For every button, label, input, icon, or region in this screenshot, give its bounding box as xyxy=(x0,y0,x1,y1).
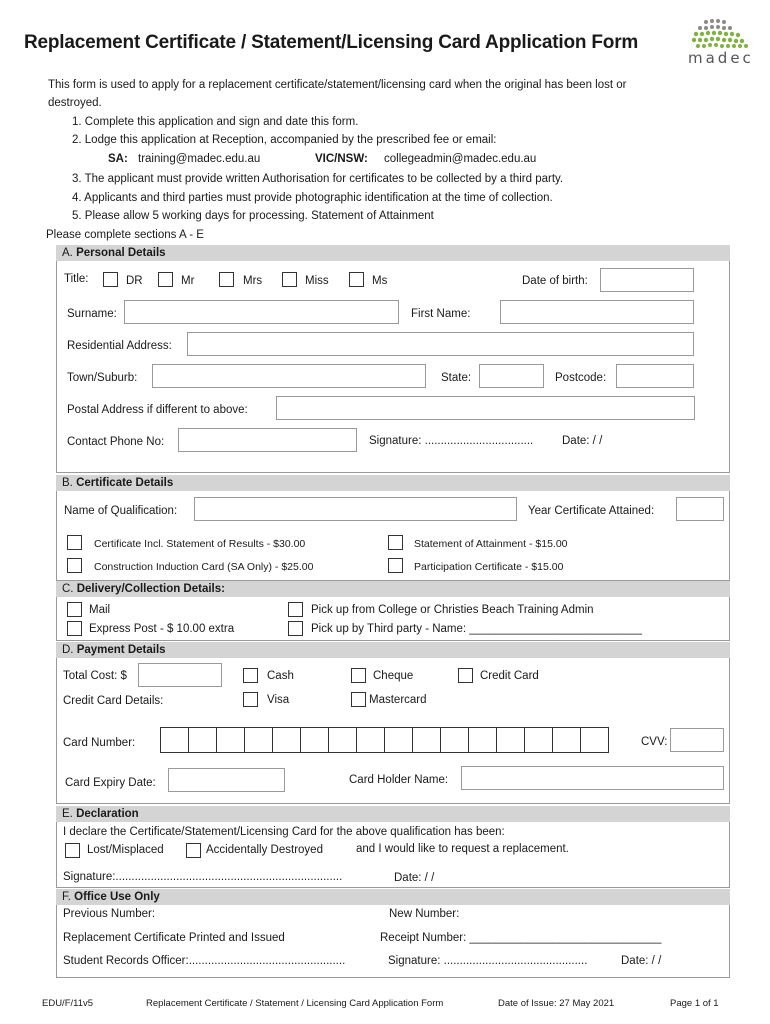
logo-dots-icon xyxy=(688,18,756,48)
expiry-input[interactable] xyxy=(168,768,285,792)
expiry-label: Card Expiry Date: xyxy=(65,777,156,789)
section-a-letter: A. xyxy=(62,247,73,259)
town-suburb-input[interactable] xyxy=(152,364,426,388)
title-dr-checkbox[interactable] xyxy=(103,272,118,287)
intro-step-5: 5. Please allow 5 working days for processing. Statement of Attainment xyxy=(72,210,434,222)
participation-certificate-checkbox[interactable] xyxy=(388,558,403,573)
card-digit-box[interactable] xyxy=(552,727,581,753)
card-digit-box[interactable] xyxy=(300,727,329,753)
page-title: Replacement Certificate / Statement/Licensing Card Application Form xyxy=(24,32,639,53)
qualification-label: Name of Qualification: xyxy=(64,505,178,517)
state-label: State: xyxy=(441,372,472,384)
section-f-heading: Office Use Only xyxy=(74,891,160,903)
footer-doc-code: EDU/F/11v5 xyxy=(42,998,94,1009)
vic-nsw-label: VIC/NSW: xyxy=(315,153,368,165)
postcode-label: Postcode: xyxy=(555,372,607,384)
card-digit-box[interactable] xyxy=(468,727,497,753)
cheque-checkbox[interactable] xyxy=(351,668,366,683)
declaration-signature[interactable]: Signature:....................................................................... xyxy=(63,871,343,883)
title-dr-label: DR xyxy=(126,275,143,287)
section-c-header xyxy=(56,581,730,597)
card-digit-box[interactable] xyxy=(272,727,301,753)
postal-address-input[interactable] xyxy=(276,396,695,420)
dob-input[interactable] xyxy=(600,268,694,292)
section-a-date[interactable]: Date: / / xyxy=(562,435,603,447)
logo-text: madec xyxy=(688,49,754,67)
section-d-letter: D. xyxy=(62,644,74,656)
cheque-label: Cheque xyxy=(373,670,414,682)
card-digit-box[interactable] xyxy=(160,727,189,753)
card-holder-label: Card Holder Name: xyxy=(349,774,449,786)
section-a-header xyxy=(56,245,730,261)
title-miss-label: Miss xyxy=(305,275,329,287)
third-party-checkbox[interactable] xyxy=(288,621,303,636)
destroyed-checkbox[interactable] xyxy=(186,843,201,858)
pickup-college-label: Pick up from College or Christies Beach Training Admin xyxy=(311,604,594,616)
town-suburb-label: Town/Suburb: xyxy=(67,372,138,384)
title-mrs-checkbox[interactable] xyxy=(219,272,234,287)
residential-address-input[interactable] xyxy=(187,332,694,356)
lost-checkbox[interactable] xyxy=(65,843,80,858)
madec-logo xyxy=(688,18,756,66)
induction-card-checkbox[interactable] xyxy=(67,558,82,573)
sa-label: SA: xyxy=(108,153,128,165)
residential-address-label: Residential Address: xyxy=(67,340,172,352)
intro-step-4: 4. Applicants and third parties must provide photographic identification at the time of collection. xyxy=(72,192,553,204)
contact-phone-label: Contact Phone No: xyxy=(67,436,165,448)
printed-issued-label: Replacement Certificate Printed and Issued xyxy=(63,932,285,944)
intro-line-2: destroyed. xyxy=(48,97,102,109)
state-input[interactable] xyxy=(479,364,544,388)
section-e-letter: E. xyxy=(62,808,73,820)
previous-number-label: Previous Number: xyxy=(63,908,156,920)
total-cost-label: Total Cost: $ xyxy=(63,670,127,682)
card-digit-box[interactable] xyxy=(216,727,245,753)
certificate-results-label: Certificate Incl. Statement of Results - $30.00 xyxy=(94,538,306,550)
card-number-label: Card Number: xyxy=(63,737,136,749)
mail-label: Mail xyxy=(89,604,111,616)
mail-checkbox[interactable] xyxy=(67,602,82,617)
section-b-header xyxy=(56,475,730,491)
cash-label: Cash xyxy=(267,670,294,682)
title-label: Title: xyxy=(64,273,89,285)
section-a-heading: Personal Details xyxy=(76,247,166,259)
card-number-grid[interactable] xyxy=(160,727,608,753)
card-digit-box[interactable] xyxy=(524,727,553,753)
card-digit-box[interactable] xyxy=(384,727,413,753)
sa-email[interactable]: training@madec.edu.au xyxy=(138,153,261,165)
visa-label: Visa xyxy=(267,694,290,706)
lost-label: Lost/Misplaced xyxy=(87,844,164,856)
title-mr-checkbox[interactable] xyxy=(158,272,173,287)
card-digit-box[interactable] xyxy=(580,727,609,753)
section-f-header xyxy=(56,889,730,905)
records-officer-label: Student Records Officer:................................................. xyxy=(63,955,346,967)
cc-details-label: Credit Card Details: xyxy=(63,695,164,707)
section-b-heading: Certificate Details xyxy=(76,477,174,489)
card-holder-input[interactable] xyxy=(461,766,724,790)
section-a-signature[interactable]: Signature: .................................. xyxy=(369,435,534,447)
certificate-results-checkbox[interactable] xyxy=(67,535,82,550)
first-name-label: First Name: xyxy=(411,308,471,320)
intro-line-1: This form is used to apply for a replacement certificate/statement/licensing card when the original has been lost or xyxy=(48,79,627,91)
statement-attainment-label: Statement of Attainment - $15.00 xyxy=(414,538,568,550)
visa-checkbox[interactable] xyxy=(243,692,258,707)
destroyed-label: Accidentally Destroyed xyxy=(206,844,323,856)
express-post-label: Express Post - $ 10.00 extra xyxy=(89,623,235,635)
postcode-input[interactable] xyxy=(616,364,694,388)
vic-nsw-email[interactable]: collegeadmin@madec.edu.au xyxy=(384,153,537,165)
intro-step-2: 2. Lodge this application at Reception, accompanied by the prescribed fee or email: xyxy=(72,134,497,146)
title-ms-label: Ms xyxy=(372,275,388,287)
express-post-checkbox[interactable] xyxy=(67,621,82,636)
title-mrs-label: Mrs xyxy=(243,275,263,287)
credit-card-label: Credit Card xyxy=(480,670,539,682)
title-mr-label: Mr xyxy=(181,275,195,287)
qualification-input[interactable] xyxy=(194,497,517,521)
surname-input[interactable] xyxy=(124,300,399,324)
receipt-number-label: Receipt Number: ______________________________ xyxy=(380,932,662,944)
section-b-letter: B. xyxy=(62,477,73,489)
credit-card-checkbox[interactable] xyxy=(458,668,473,683)
title-ms-checkbox[interactable] xyxy=(349,272,364,287)
footer-page-number: Page 1 of 1 xyxy=(670,998,719,1009)
declaration-date[interactable]: Date: / / xyxy=(394,872,435,884)
footer-issue-date: Date of Issue: 27 May 2021 xyxy=(498,998,615,1009)
title-miss-checkbox[interactable] xyxy=(282,272,297,287)
surname-label: Surname: xyxy=(67,308,117,320)
year-attained-input[interactable] xyxy=(676,497,724,521)
sections-note: Please complete sections A - E xyxy=(46,229,204,241)
office-date-label: Date: / / xyxy=(621,955,662,967)
year-attained-label: Year Certificate Attained: xyxy=(528,505,655,517)
section-d-header xyxy=(56,642,730,658)
postal-address-label: Postal Address if different to above: xyxy=(67,404,248,416)
card-digit-box[interactable] xyxy=(440,727,469,753)
card-digit-box[interactable] xyxy=(328,727,357,753)
contact-phone-input[interactable] xyxy=(178,428,357,452)
pickup-college-checkbox[interactable] xyxy=(288,602,303,617)
intro-step-1: 1. Complete this application and sign and date this form. xyxy=(72,116,359,128)
new-number-label: New Number: xyxy=(389,908,460,920)
section-c-heading: Delivery/Collection Details: xyxy=(76,583,225,595)
card-digit-box[interactable] xyxy=(356,727,385,753)
induction-card-label: Construction Induction Card (SA Only) - $25.00 xyxy=(94,561,314,573)
first-name-input[interactable] xyxy=(500,300,694,324)
intro-step-3: 3. The applicant must provide written Authorisation for certificates to be collected by a third party. xyxy=(72,173,564,185)
cvv-input[interactable] xyxy=(670,728,724,752)
card-digit-box[interactable] xyxy=(412,727,441,753)
section-c-letter: C. xyxy=(62,583,74,595)
card-digit-box[interactable] xyxy=(244,727,273,753)
card-digit-box[interactable] xyxy=(188,727,217,753)
section-d-heading: Payment Details xyxy=(76,644,166,656)
section-f-letter: F. xyxy=(62,891,71,903)
mastercard-checkbox[interactable] xyxy=(351,692,366,707)
replacement-request: and I would like to request a replacement. xyxy=(356,843,569,855)
dob-label: Date of birth: xyxy=(522,275,588,287)
card-digit-box[interactable] xyxy=(496,727,525,753)
declaration-statement: I declare the Certificate/Statement/Licensing Card for the above qualification has been: xyxy=(63,826,505,838)
section-e-header xyxy=(56,806,730,822)
cvv-label: CVV: xyxy=(641,736,668,748)
section-e-heading: Declaration xyxy=(76,808,139,820)
office-signature-label: Signature: ............................................. xyxy=(388,955,588,967)
statement-attainment-checkbox[interactable] xyxy=(388,535,403,550)
mastercard-label: Mastercard xyxy=(369,694,427,706)
participation-certificate-label: Participation Certificate - $15.00 xyxy=(414,561,564,573)
third-party-label: Pick up by Third party - Name: ___________________________ xyxy=(311,623,642,635)
cash-checkbox[interactable] xyxy=(243,668,258,683)
total-cost-input[interactable] xyxy=(138,663,222,687)
footer-doc-name: Replacement Certificate / Statement / Licensing Card Application Form xyxy=(146,998,444,1009)
